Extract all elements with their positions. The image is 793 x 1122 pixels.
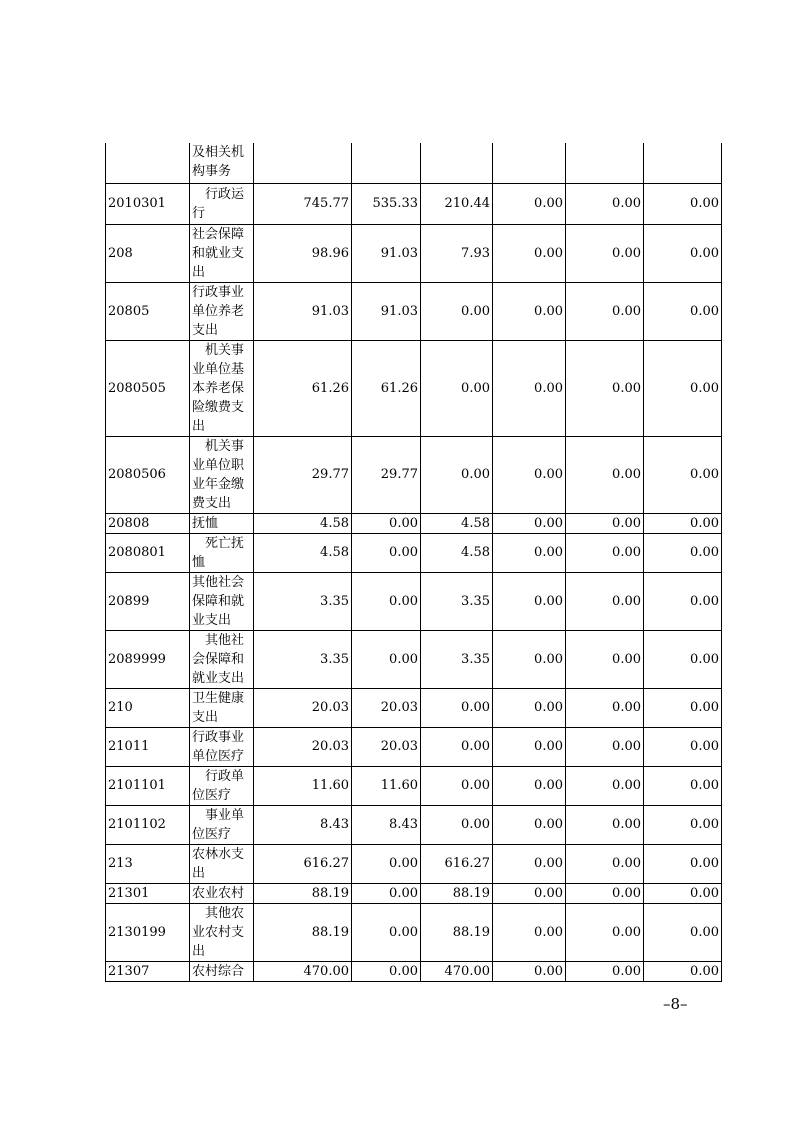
table-row	[106, 572, 722, 630]
value-cell: 0.00	[566, 282, 644, 340]
value-cell: 0.00	[352, 513, 421, 533]
table-row	[106, 727, 722, 766]
value-cell: 0.00	[493, 688, 566, 727]
value-cell: 91.03	[254, 282, 352, 340]
value-cell: 0.00	[352, 844, 421, 883]
value-cell: 0.00	[421, 805, 493, 844]
table-row	[106, 766, 722, 805]
value-cell: 0.00	[493, 727, 566, 766]
value-cell: 0.00	[644, 903, 722, 961]
name-cell: 及相关机构事务	[190, 143, 254, 183]
code-cell: 2089999	[106, 630, 190, 688]
value-cell: 3.35	[254, 630, 352, 688]
value-cell: 0.00	[352, 630, 421, 688]
value-cell: 8.43	[352, 805, 421, 844]
value-cell: 0.00	[421, 766, 493, 805]
value-cell: 0.00	[566, 805, 644, 844]
value-cell: 0.00	[352, 961, 421, 981]
value-cell: 61.26	[352, 340, 421, 436]
value-cell: 0.00	[566, 340, 644, 436]
value-cell: 0.00	[493, 844, 566, 883]
value-cell: 0.00	[421, 282, 493, 340]
value-cell: 29.77	[254, 436, 352, 513]
value-cell: 29.77	[352, 436, 421, 513]
value-cell: 0.00	[352, 533, 421, 572]
value-cell: 0.00	[493, 533, 566, 572]
code-cell: 21011	[106, 727, 190, 766]
value-cell: 4.58	[254, 533, 352, 572]
page-number: –8–	[663, 995, 688, 1013]
name-cell: 社会保障和就业支出	[190, 224, 254, 282]
table-row	[106, 805, 722, 844]
value-cell: 0.00	[352, 903, 421, 961]
value-cell: 0.00	[644, 572, 722, 630]
value-cell: 0.00	[566, 436, 644, 513]
code-cell	[106, 143, 190, 183]
table-row	[106, 630, 722, 688]
value-cell: 616.27	[254, 844, 352, 883]
value-cell: 88.19	[254, 883, 352, 903]
value-cell: 470.00	[254, 961, 352, 981]
value-cell: 0.00	[644, 766, 722, 805]
value-cell: 0.00	[644, 805, 722, 844]
value-cell: 4.58	[254, 513, 352, 533]
value-cell: 0.00	[566, 513, 644, 533]
name-cell: 行政事业单位养老支出	[190, 282, 254, 340]
name-cell: 农业农村	[190, 883, 254, 903]
table-row	[106, 883, 722, 903]
code-cell: 2080506	[106, 436, 190, 513]
value-cell: 0.00	[644, 513, 722, 533]
code-cell: 2101101	[106, 766, 190, 805]
value-cell: 0.00	[566, 630, 644, 688]
value-cell: 4.58	[421, 533, 493, 572]
value-cell: 210.44	[421, 183, 493, 224]
value-cell: 0.00	[493, 513, 566, 533]
value-cell: 98.96	[254, 224, 352, 282]
value-cell: 4.58	[421, 513, 493, 533]
name-cell: 抚恤	[190, 513, 254, 533]
code-cell: 2010301	[106, 183, 190, 224]
value-cell: 0.00	[421, 436, 493, 513]
value-cell: 11.60	[254, 766, 352, 805]
value-cell: 0.00	[566, 903, 644, 961]
name-cell: 机关事业单位职业年金缴费支出	[190, 436, 254, 513]
table-row	[106, 436, 722, 513]
value-cell: 0.00	[493, 883, 566, 903]
table-row	[106, 533, 722, 572]
table-row	[106, 844, 722, 883]
value-cell: 8.43	[254, 805, 352, 844]
name-cell: 机关事业单位基本养老保险缴费支出	[190, 340, 254, 436]
value-cell: 0.00	[644, 183, 722, 224]
value-cell: 0.00	[566, 572, 644, 630]
table-body	[106, 143, 722, 981]
value-cell: 11.60	[352, 766, 421, 805]
name-cell: 其他社会保障和就业支出	[190, 572, 254, 630]
value-cell: 0.00	[644, 224, 722, 282]
value-cell	[421, 143, 493, 183]
value-cell: 0.00	[566, 183, 644, 224]
table-row	[106, 224, 722, 282]
value-cell	[493, 143, 566, 183]
value-cell: 470.00	[421, 961, 493, 981]
value-cell: 0.00	[493, 903, 566, 961]
value-cell	[566, 143, 644, 183]
value-cell: 20.03	[254, 688, 352, 727]
code-cell: 2101102	[106, 805, 190, 844]
value-cell: 20.03	[352, 727, 421, 766]
code-cell: 213	[106, 844, 190, 883]
value-cell: 0.00	[421, 727, 493, 766]
value-cell: 0.00	[644, 340, 722, 436]
value-cell: 20.03	[254, 727, 352, 766]
value-cell: 0.00	[566, 533, 644, 572]
table-row	[106, 282, 722, 340]
value-cell: 0.00	[644, 436, 722, 513]
value-cell: 0.00	[566, 961, 644, 981]
value-cell: 0.00	[566, 727, 644, 766]
value-cell: 0.00	[644, 688, 722, 727]
value-cell: 0.00	[566, 883, 644, 903]
value-cell: 3.35	[421, 630, 493, 688]
table-row	[106, 183, 722, 224]
value-cell: 0.00	[644, 961, 722, 981]
value-cell: 0.00	[644, 630, 722, 688]
value-cell: 0.00	[352, 883, 421, 903]
value-cell: 535.33	[352, 183, 421, 224]
value-cell: 0.00	[493, 766, 566, 805]
value-cell: 0.00	[421, 688, 493, 727]
value-cell: 0.00	[493, 282, 566, 340]
table-row	[106, 903, 722, 961]
budget-table	[105, 143, 722, 982]
value-cell: 91.03	[352, 282, 421, 340]
value-cell: 0.00	[493, 340, 566, 436]
value-cell: 0.00	[493, 183, 566, 224]
value-cell: 0.00	[352, 572, 421, 630]
code-cell: 21301	[106, 883, 190, 903]
value-cell: 0.00	[644, 282, 722, 340]
code-cell: 21307	[106, 961, 190, 981]
name-cell: 行政运行	[190, 183, 254, 224]
code-cell: 210	[106, 688, 190, 727]
code-cell: 2080505	[106, 340, 190, 436]
name-cell: 行政单位医疗	[190, 766, 254, 805]
value-cell: 88.19	[254, 903, 352, 961]
code-cell: 208	[106, 224, 190, 282]
value-cell: 20.03	[352, 688, 421, 727]
name-cell: 事业单位医疗	[190, 805, 254, 844]
name-cell: 其他社会保障和就业支出	[190, 630, 254, 688]
table-row	[106, 688, 722, 727]
value-cell: 0.00	[493, 630, 566, 688]
value-cell: 0.00	[493, 805, 566, 844]
code-cell: 2080801	[106, 533, 190, 572]
table-row	[106, 340, 722, 436]
code-cell: 20805	[106, 282, 190, 340]
name-cell: 农村综合	[190, 961, 254, 981]
name-cell: 其他农业农村支出	[190, 903, 254, 961]
value-cell: 0.00	[644, 883, 722, 903]
value-cell: 0.00	[644, 533, 722, 572]
value-cell: 745.77	[254, 183, 352, 224]
value-cell: 0.00	[493, 961, 566, 981]
code-cell: 20808	[106, 513, 190, 533]
value-cell	[352, 143, 421, 183]
code-cell: 2130199	[106, 903, 190, 961]
value-cell: 91.03	[352, 224, 421, 282]
name-cell: 卫生健康支出	[190, 688, 254, 727]
value-cell: 0.00	[566, 224, 644, 282]
name-cell: 死亡抚恤	[190, 533, 254, 572]
value-cell: 3.35	[421, 572, 493, 630]
table-row	[106, 513, 722, 533]
value-cell: 0.00	[644, 844, 722, 883]
value-cell: 0.00	[566, 688, 644, 727]
value-cell	[254, 143, 352, 183]
code-cell: 20899	[106, 572, 190, 630]
value-cell: 0.00	[566, 766, 644, 805]
value-cell: 616.27	[421, 844, 493, 883]
value-cell: 0.00	[644, 727, 722, 766]
value-cell: 61.26	[254, 340, 352, 436]
value-cell: 0.00	[493, 436, 566, 513]
table-row	[106, 143, 722, 183]
table-row	[106, 961, 722, 981]
value-cell: 88.19	[421, 883, 493, 903]
value-cell: 7.93	[421, 224, 493, 282]
value-cell: 0.00	[421, 340, 493, 436]
value-cell: 0.00	[566, 844, 644, 883]
value-cell: 0.00	[493, 572, 566, 630]
name-cell: 农林水支出	[190, 844, 254, 883]
value-cell: 0.00	[493, 224, 566, 282]
value-cell	[644, 143, 722, 183]
value-cell: 88.19	[421, 903, 493, 961]
value-cell: 3.35	[254, 572, 352, 630]
name-cell: 行政事业单位医疗	[190, 727, 254, 766]
